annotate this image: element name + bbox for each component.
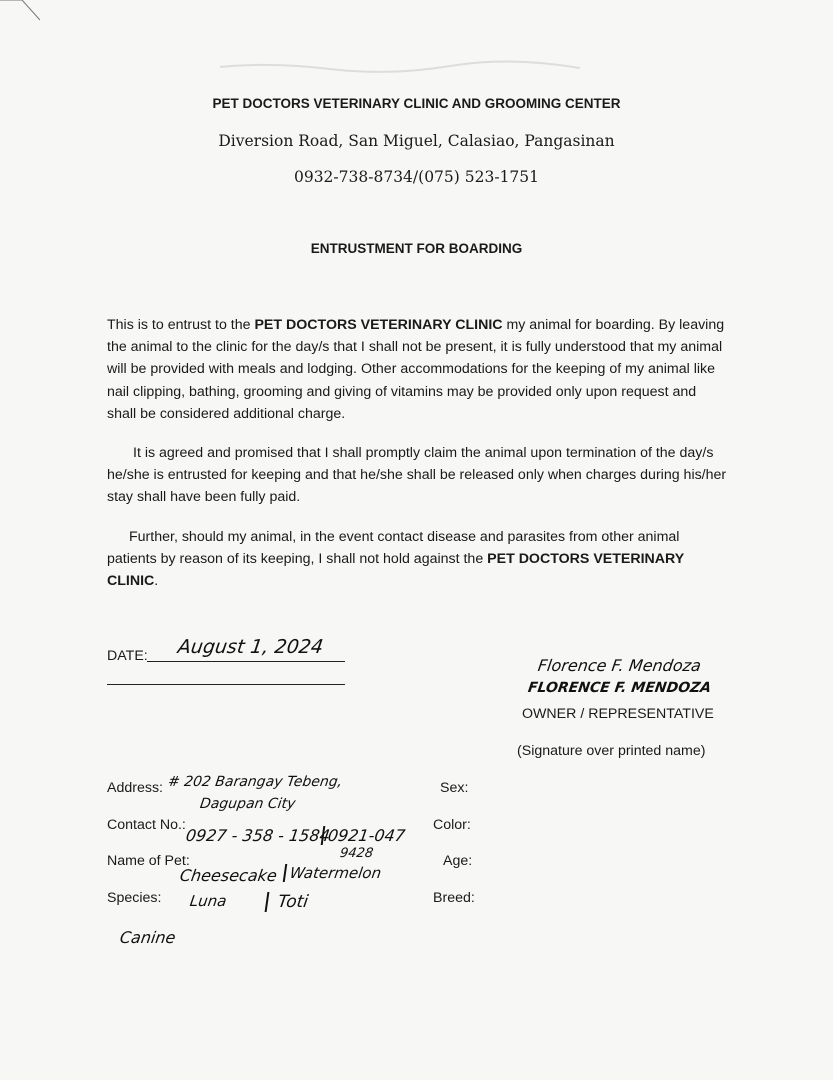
paragraph-claim: It is agreed and promised that I shall promptly claim the animal upon termination of the day/s he/she is entrusted for keeping and that he/she shall be released only when charges during his/her stay shall have been fully paid. <box>107 445 727 506</box>
p1-text-b: my animal for boarding. By leaving the animal to the clinic for the day/s that I shall not be present, it is fully understood that my animal will be provided with meals and lodging. Other accommodations for the keeping of my animal like nail clipping, bathing, grooming and giving of vitamins may be provided only upon request and shall be considered additional charge. <box>107 317 725 422</box>
address-value-line2: Dagupan City <box>198 796 297 812</box>
contact-label: Contact No.: <box>107 817 186 833</box>
scan-smudge <box>210 60 590 74</box>
species-extra-value: Canine <box>118 928 177 947</box>
page-corner-mark <box>0 0 40 22</box>
paragraph-entrust <box>107 314 727 425</box>
document-title: ENTRUSTMENT FOR BOARDING <box>310 241 523 256</box>
contact-value-1: 0927 - 358 - 1584 <box>184 826 332 845</box>
date-line <box>147 661 345 662</box>
clinic-name: PET DOCTORS VETERINARY CLINIC AND GROOMING CENTER <box>212 96 621 111</box>
address-value-line1: # 202 Barangay Tebeng, <box>166 774 344 790</box>
clinic-address: Diversion Road, San Miguel, Calasiao, Pangasinan <box>218 132 615 150</box>
pet-name-value-1: Cheesecake <box>178 866 279 885</box>
sex-label: Sex: <box>440 780 469 796</box>
breed-label: Breed: <box>433 890 475 906</box>
age-label: Age: <box>443 853 473 869</box>
species-label: Species: <box>107 890 162 906</box>
owner-label: OWNER / REPRESENTATIVE <box>522 706 714 722</box>
contact-value-3: 9428 <box>338 846 375 861</box>
p3-text-a: Further, should my animal, in the event contact disease and parasites from other animal patients by reason of its keeping, I shall not hold against the <box>107 529 680 568</box>
p3-clinic-name: PET DOCTORS VETERINARY CLINIC <box>107 551 684 590</box>
signature-script: Florence F. Mendoza <box>536 656 703 675</box>
p3-text-b: . <box>154 573 159 590</box>
signature-printed-name: FLORENCE F. MENDOZA <box>526 680 713 696</box>
paragraph-liability <box>107 526 727 593</box>
date-value: August 1, 2024 <box>176 636 325 658</box>
p1-clinic-name: PET DOCTORS VETERINARY CLINIC <box>254 317 503 333</box>
address-label: Address: <box>107 780 163 796</box>
date-line-2 <box>107 684 345 685</box>
p1-text-a: This is to entrust to the <box>107 317 255 333</box>
color-label: Color: <box>433 817 471 833</box>
species-value-2: Toti <box>265 892 310 912</box>
pet-name-label: Name of Pet: <box>107 853 190 869</box>
signature-note: (Signature over printed name) <box>517 743 706 759</box>
clinic-phone: 0932-738-8734/(075) 523-1751 <box>293 168 540 186</box>
species-value-1: Luna <box>188 892 228 910</box>
contact-value-2: 0921-047 <box>321 826 407 845</box>
date-label: DATE: <box>107 648 148 664</box>
pet-name-value-2: Watermelon <box>283 864 383 882</box>
